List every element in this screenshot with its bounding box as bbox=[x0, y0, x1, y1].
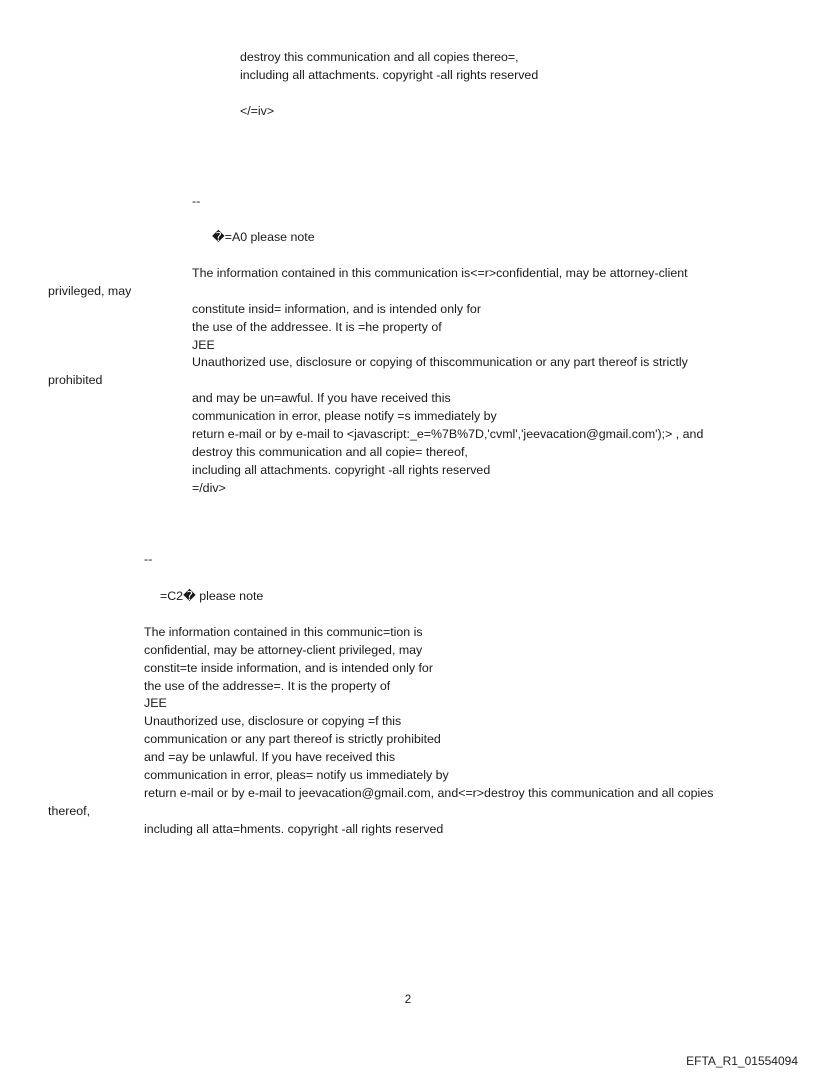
text-line: communication or any part thereof is strictly prohibited bbox=[144, 732, 441, 746]
text-line: including all attachments. copyright -all rights reserved bbox=[192, 463, 491, 477]
text-line: The information contained in this communication is<=r>confidential, may be attorney-client bbox=[192, 266, 688, 280]
text-line: JEE bbox=[144, 696, 167, 710]
text-line: thereof, bbox=[48, 804, 91, 818]
text-line: =/div> bbox=[192, 481, 226, 495]
text-line: including all atta=hments. copyright -all rights reserved bbox=[144, 822, 444, 836]
text-line: return e-mail or by e-mail to jeevacation@gmail.com, and<=r>destroy this communication and all copies bbox=[144, 786, 714, 800]
text-line: the use of the addresse=. It is the property of bbox=[144, 679, 391, 693]
text-line: Unauthorized use, disclosure or copying =f this bbox=[144, 714, 402, 728]
text-line: prohibited bbox=[48, 373, 103, 387]
text-line: return e-mail or by e-mail to <javascript:_e=%7B%7D,'cvml','jeevacation@gmail.com');> , and bbox=[192, 427, 704, 441]
text-line: constitute insid= information, and is intended only for bbox=[192, 302, 481, 316]
text-line: </=iv> bbox=[240, 104, 275, 118]
text-line: The information contained in this communic=tion is bbox=[144, 625, 423, 639]
text-line: constit=te inside information, and is intended only for bbox=[144, 661, 433, 675]
separator: -- bbox=[144, 552, 153, 566]
text-line: privileged, may bbox=[48, 284, 132, 298]
text-line: Unauthorized use, disclosure or copying of thiscommunication or any part thereof is strictly bbox=[192, 355, 688, 369]
text-line: including all attachments. copyright -all rights reserved bbox=[240, 68, 539, 82]
document-id: EFTA_R1_01554094 bbox=[686, 1054, 798, 1068]
text-line: and may be un=awful. If you have received this bbox=[192, 391, 451, 405]
text-line: communication in error, please notify =s immediately by bbox=[192, 409, 497, 423]
page-number: 2 bbox=[404, 994, 412, 1006]
text-line: communication in error, pleas= notify us immediately by bbox=[144, 768, 449, 782]
note-heading: =C2� please note bbox=[160, 589, 264, 603]
text-line: confidential, may be attorney-client privileged, may bbox=[144, 643, 423, 657]
note-heading: �=A0 please note bbox=[212, 230, 315, 244]
text-line: the use of the addressee. It is =he property of bbox=[192, 320, 442, 334]
text-line: destroy this communication and all copies thereo=, bbox=[240, 50, 519, 64]
text-line: destroy this communication and all copie= thereof, bbox=[192, 445, 468, 459]
text-line: and =ay be unlawful. If you have received this bbox=[144, 750, 396, 764]
text-line: JEE bbox=[192, 338, 215, 352]
separator: -- bbox=[192, 194, 201, 208]
